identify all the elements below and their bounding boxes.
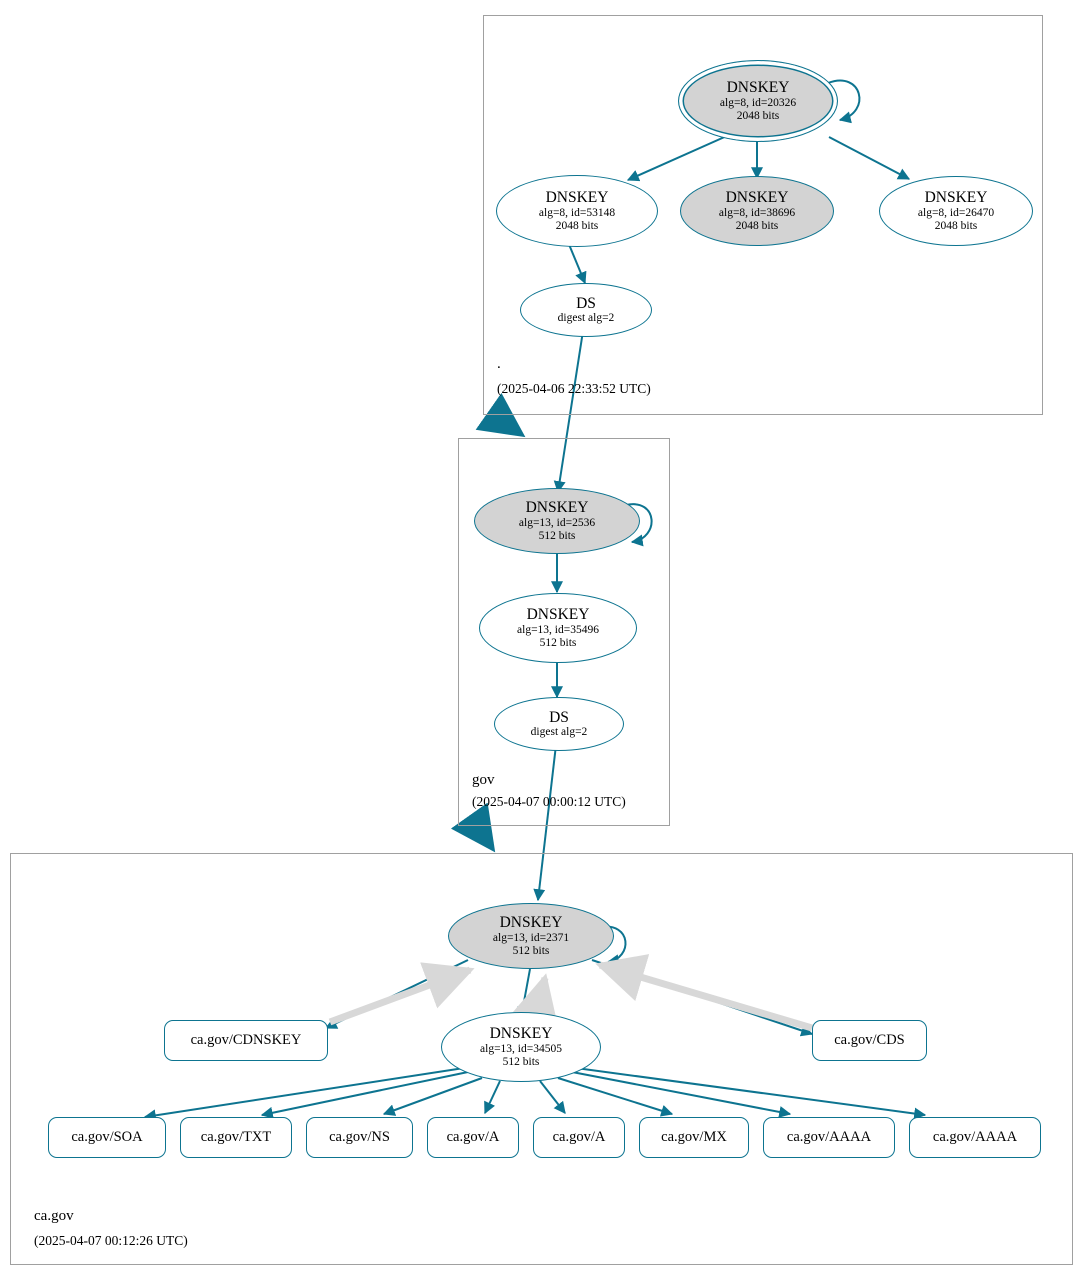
node-subtitle-size: 2048 bits: [736, 109, 780, 122]
node-root-zsk-26470[interactable]: [879, 176, 1033, 246]
node-title: DNSKEY: [545, 189, 609, 207]
rrset-ns[interactable]: [306, 1117, 413, 1158]
node-subtitle-size: 2048 bits: [555, 219, 599, 232]
node-subtitle-digest: digest alg=2: [530, 726, 588, 739]
rrset-label: ca.gov/SOA: [71, 1129, 143, 1146]
rrset-aaaa-1[interactable]: [763, 1117, 895, 1158]
node-gov-zsk-35496[interactable]: [479, 593, 637, 663]
rrset-label: ca.gov/CDS: [834, 1032, 905, 1049]
node-gov-ksk-2536[interactable]: [474, 488, 640, 554]
rrset-label: ca.gov/A: [446, 1129, 500, 1146]
node-title: DNSKEY: [525, 499, 589, 517]
node-title: DS: [549, 708, 569, 726]
zone-label-gov: gov: [472, 772, 495, 788]
node-subtitle-size: 2048 bits: [735, 219, 779, 232]
rrset-label: ca.gov/NS: [329, 1129, 390, 1146]
rrset-label: ca.gov/TXT: [200, 1129, 272, 1146]
node-subtitle-size: 512 bits: [539, 636, 577, 649]
node-subtitle-alg: alg=13, id=35496: [517, 623, 599, 636]
rrset-cdnskey[interactable]: [164, 1020, 328, 1061]
node-title: DNSKEY: [499, 914, 563, 932]
rrset-cds[interactable]: [812, 1020, 927, 1061]
rrset-label: ca.gov/CDNSKEY: [190, 1032, 302, 1049]
rrset-txt[interactable]: [180, 1117, 292, 1158]
rrset-label: ca.gov/AAAA: [786, 1129, 872, 1146]
node-title: DS: [576, 294, 596, 312]
node-subtitle-alg: alg=13, id=34505: [480, 1042, 562, 1055]
node-gov-ds[interactable]: [494, 697, 624, 751]
node-title: DNSKEY: [725, 189, 789, 207]
zone-timestamp-cagov: (2025-04-07 00:12:26 UTC): [34, 1233, 188, 1248]
zone-label-root: .: [497, 356, 501, 372]
node-title: DNSKEY: [489, 1025, 553, 1043]
rrset-soa[interactable]: [48, 1117, 166, 1158]
node-subtitle-alg: alg=13, id=2536: [518, 516, 596, 529]
node-cagov-ksk-2371[interactable]: [448, 903, 614, 969]
rrset-mx[interactable]: [639, 1117, 749, 1158]
node-subtitle-alg: alg=8, id=20326: [719, 96, 797, 109]
zone-timestamp-root: (2025-04-06 22:33:52 UTC): [497, 381, 651, 396]
rrset-label: ca.gov/MX: [661, 1129, 727, 1146]
node-title: DNSKEY: [924, 189, 988, 207]
node-subtitle-alg: alg=8, id=53148: [538, 206, 616, 219]
node-subtitle-digest: digest alg=2: [557, 312, 615, 325]
node-root-zsk-53148[interactable]: [496, 175, 658, 247]
rrset-a-1[interactable]: [427, 1117, 519, 1158]
rrset-a-2[interactable]: [533, 1117, 625, 1158]
zone-timestamp-gov: (2025-04-07 00:00:12 UTC): [472, 794, 626, 809]
node-subtitle-alg: alg=8, id=38696: [718, 206, 796, 219]
node-cagov-zsk-34505[interactable]: [441, 1012, 601, 1082]
rrset-label: ca.gov/A: [552, 1129, 606, 1146]
node-subtitle-size: 512 bits: [502, 1055, 540, 1068]
node-title: DNSKEY: [726, 79, 790, 97]
node-root-ksk-20326[interactable]: [678, 60, 838, 142]
node-root-zsk-38696[interactable]: [680, 176, 834, 246]
node-title: DNSKEY: [526, 606, 590, 624]
node-root-ds[interactable]: [520, 283, 652, 337]
zone-label-cagov: ca.gov: [34, 1208, 74, 1224]
node-subtitle-size: 512 bits: [538, 529, 576, 542]
rrset-aaaa-2[interactable]: [909, 1117, 1041, 1158]
node-subtitle-size: 512 bits: [512, 944, 550, 957]
node-subtitle-alg: alg=13, id=2371: [492, 931, 570, 944]
node-subtitle-size: 2048 bits: [934, 219, 978, 232]
rrset-label: ca.gov/AAAA: [932, 1129, 1018, 1146]
node-subtitle-alg: alg=8, id=26470: [917, 206, 995, 219]
